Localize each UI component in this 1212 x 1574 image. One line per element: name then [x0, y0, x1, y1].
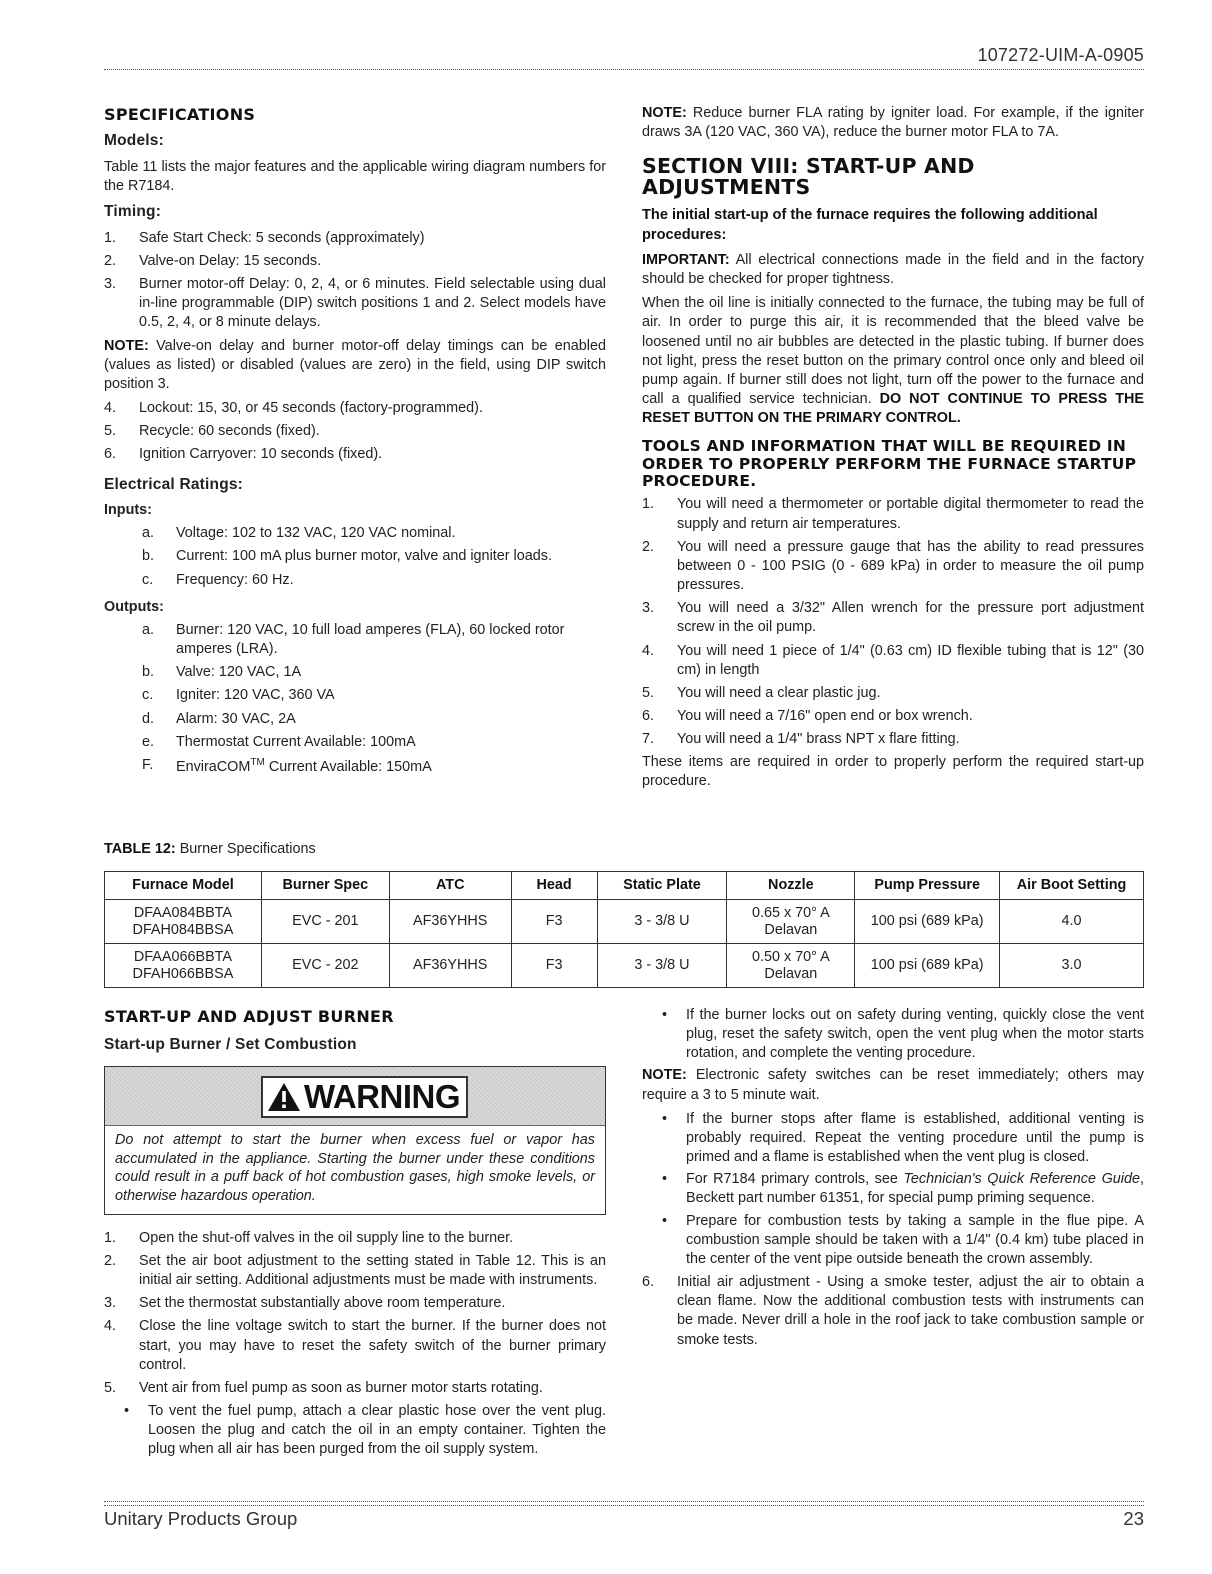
fla-note: NOTE: Reduce burner FLA rating by igniter load. For example, if the igniter draws 3A (120 VAC, 360 VA), reduce the burner motor FLA to 7A. — [642, 105, 1145, 141]
list-item: • If the burner locks out on safety during venting, quickly close the vent plug, reset the safety switch, open the vent plug when the motor starts rotation, and complete the venting procedure. — [662, 1007, 1144, 1062]
list-item: a. Voltage: 102 to 132 VAC, 120 VAC nominal. — [142, 525, 456, 542]
timing-note: NOTE: Valve-on delay and burner motor-off delay timings can be enabled (values as listed) or disabled (values are zero) in the field, using DIP switch position 3. — [104, 337, 606, 392]
footer-rule-2 — [104, 1505, 1144, 1506]
table-row — [105, 944, 1144, 988]
models-text: Table 11 lists the major features and the applicable wiring diagram numbers for the R7184. — [104, 158, 606, 195]
models-heading: Models: — [104, 132, 164, 150]
startup-column-continued — [642, 1006, 1144, 1354]
table-cell: 0.50 x 70° A Delavan — [727, 944, 855, 988]
footer-company: Unitary Products Group — [104, 1508, 298, 1529]
list-item: c. Igniter: 120 VAC, 360 VA — [142, 687, 335, 704]
tools-heading: TOOLS AND INFORMATION THAT WILL BE REQUIRED IN ORDER TO PROPERLY PERFORM THE FURNACE STARTUP PROCEDURE. — [642, 437, 1137, 491]
column-header: ATC — [389, 872, 511, 900]
inputs-list — [104, 524, 606, 589]
table-cell: DFAA084BBTA DFAH084BBSA — [105, 900, 262, 944]
list-item: 5. You will need a clear plastic jug. — [642, 684, 881, 701]
column-header: Air Boot Setting — [1000, 872, 1144, 900]
important-note: IMPORTANT: All electrical connections made in the field and in the factory should be checked for proper tightness. — [642, 251, 1144, 288]
list-item: • To vent the fuel pump, attach a clear plastic hose over the vent plug. Loosen the plug and catch the oil in an empty container. Tighten the plug when all air has been purged from the oil supply system. — [124, 1403, 606, 1458]
combustion-bullets — [642, 1110, 1144, 1269]
list-item: 5. Vent air from fuel pump as soon as burner motor starts rotating. — [104, 1379, 543, 1396]
table-cell: 4.0 — [1000, 900, 1144, 944]
column-header: Head — [511, 872, 597, 900]
list-item: b. Valve: 120 VAC, 1A — [142, 664, 302, 681]
column-header: Pump Pressure — [855, 872, 1000, 900]
list-item: 3. Burner motor-off Delay: 0, 2, 4, or 6 minutes. Field selectable using dual in-line programmable (DIP) switch positions 1 and 2. Select models have 0.5, 2, 4, or 8 minute delays. — [104, 276, 606, 331]
list-item: e. Thermostat Current Available: 100mA — [142, 733, 416, 750]
warning-triangle-icon — [267, 1082, 301, 1112]
list-item: 2. Set the air boot adjustment to the setting stated in Table 12. This is an initial air setting. Additional adjustments must be made with instruments. — [104, 1252, 606, 1289]
list-item: 4. Close the line voltage switch to start the burner. If the burner does not start, you may have to reset the safety switch of the burner primary control. — [104, 1318, 606, 1373]
startup-step-6 — [642, 1273, 1144, 1350]
list-item: 4. You will need 1 piece of 1/4" (0.63 cm) ID flexible tubing that is 12" (30 cm) in length — [642, 642, 1144, 678]
table-cell: 100 psi (689 kPa) — [855, 944, 1000, 988]
outputs-list — [104, 621, 606, 777]
table-cell: EVC - 201 — [261, 900, 389, 944]
outputs-heading: Outputs: — [104, 598, 164, 615]
list-item: F. EnviraCOM™ Current Available: 150mA — [142, 756, 432, 775]
startup-column — [104, 1006, 606, 1462]
warning-label: WARNING — [261, 1076, 468, 1118]
list-item: 1. Open the shut-off valves in the oil supply line to the burner. — [104, 1229, 514, 1246]
startup-intro: The initial start-up of the furnace requires the following additional procedures: — [642, 207, 1098, 243]
warning-header — [105, 1067, 605, 1126]
warning-box — [104, 1066, 606, 1215]
startup-subheading: Start-up Burner / Set Combustion — [104, 1036, 357, 1054]
inputs-heading: Inputs: — [104, 502, 152, 519]
burner-spec-table — [104, 871, 1144, 988]
oil-line-paragraph: When the oil line is initially connected to the furnace, the tubing may be full of air. In order to purge this air, it is recommended that the bleed valve be loosened until no air bubbles are detected in the plastic tubing. If burner does not light, press the reset button on the primary control once only and bleed oil pump again. If burner still does not light, turn off the power to the furnace and call a qualified service technician. DO NOT CONTINUE TO PRESS THE RESET BUTTON ON THE PRIMARY CONTROL. — [642, 295, 1144, 427]
vent-bullets — [104, 1402, 606, 1459]
timing-heading: Timing: — [104, 203, 162, 221]
list-item: 3. Set the thermostat substantially above room temperature. — [104, 1295, 506, 1312]
tools-footer: These items are required in order to properly perform the required start-up procedure. — [642, 754, 1144, 790]
column-header: Nozzle — [727, 872, 855, 900]
header-rule — [104, 69, 1144, 70]
list-item: • For R7184 primary controls, see Technician's Quick Reference Guide, Beckett part number 61351, for special pump priming sequence. — [662, 1171, 1144, 1207]
timing-list-a — [104, 229, 606, 333]
list-item: 1. You will need a thermometer or portable digital thermometer to read the supply and return air temperatures. — [642, 496, 1144, 532]
list-item: d. Alarm: 30 VAC, 2A — [142, 710, 296, 727]
table-title: TABLE 12: Burner Specifications — [104, 841, 316, 857]
list-item: 4. Lockout: 15, 30, or 45 seconds (factory-programmed). — [104, 400, 483, 417]
list-item: 7. You will need a 1/4" brass NPT x flare fitting. — [642, 731, 960, 748]
table-cell: EVC - 202 — [261, 944, 389, 988]
table-cell: 3 - 3/8 U — [597, 944, 727, 988]
list-item: 2. You will need a pressure gauge that has the ability to read pressures between 0 - 100 PSIG (0 - 689 kPa) in order to measure the oil pump pressures. — [642, 538, 1144, 594]
table-cell: AF36YHHS — [389, 944, 511, 988]
startup-heading: START-UP AND ADJUST BURNER — [104, 1007, 394, 1026]
table-cell: DFAA066BBTA DFAH066BBSA — [105, 944, 262, 988]
table-cell: F3 — [511, 900, 597, 944]
page-number: 23 — [1123, 1508, 1144, 1529]
list-item: 6. You will need a 7/16" open end or box wrench. — [642, 707, 973, 724]
table-cell: 0.65 x 70° A Delavan — [727, 900, 855, 944]
electrical-heading: Electrical Ratings: — [104, 475, 244, 493]
table-cell: 100 psi (689 kPa) — [855, 900, 1000, 944]
table-row — [105, 900, 1144, 944]
list-item: 6. Initial air adjustment - Using a smoke tester, adjust the air to obtain a clean flame. Now the additional combustion tests with instruments can be made. Never drill a hole in the roof jack to take combustion sample or smoke tests. — [642, 1274, 1144, 1348]
column-header: Static Plate — [597, 872, 727, 900]
column-header: Burner Spec — [261, 872, 389, 900]
list-item: b. Current: 100 mA plus burner motor, valve and igniter loads. — [142, 548, 552, 565]
list-item: a. Burner: 120 VAC, 10 full load amperes (FLA), 60 locked rotor amperes (LRA). — [142, 621, 565, 658]
list-item: 6. Ignition Carryover: 10 seconds (fixed). — [104, 446, 383, 463]
reset-note: NOTE: Electronic safety switches can be reset immediately; others may require a 3 to 5 minute wait. — [642, 1067, 1145, 1103]
list-item: 1. Safe Start Check: 5 seconds (approximately) — [104, 229, 425, 246]
list-item: 3. You will need a 3/32" Allen wrench for the pressure port adjustment screw in the oil pump. — [642, 600, 1144, 636]
section-heading: SECTION VIII: START-UP AND ADJUSTMENTS — [642, 154, 975, 200]
lockout-bullets — [642, 1006, 1144, 1063]
footer-rule — [104, 1501, 1144, 1502]
specifications-column — [104, 104, 606, 781]
startup-intro-column — [642, 104, 1144, 797]
list-item: c. Frequency: 60 Hz. — [142, 571, 294, 588]
list-item: • If the burner stops after flame is established, additional venting is probably required. Repeat the venting procedure until the pump is primed and a flame is established when the vent plug is closed. — [662, 1110, 1144, 1166]
timing-list-b — [104, 399, 606, 464]
table-cell: 3.0 — [1000, 944, 1144, 988]
table-cell: 3 - 3/8 U — [597, 900, 727, 944]
warning-text: Do not attempt to start the burner when excess fuel or vapor has accumulated in the appliance. Starting the burner under these conditions could result in a puff back of hot combustion gases, high smoke levels, or otherwise hazardous operation. — [115, 1131, 595, 1205]
startup-steps — [104, 1229, 606, 1398]
table-header-row — [105, 872, 1144, 900]
column-header: Furnace Model — [105, 872, 262, 900]
tools-list — [642, 495, 1144, 749]
table-cell: AF36YHHS — [389, 900, 511, 944]
list-item: 2. Valve-on Delay: 15 seconds. — [104, 252, 322, 269]
document-id: 107272-UIM-A-0905 — [977, 45, 1144, 65]
table-cell: F3 — [511, 944, 597, 988]
list-item: 5. Recycle: 60 seconds (fixed). — [104, 423, 320, 440]
list-item: • Prepare for combustion tests by taking a sample in the flue pipe. A combustion sample should be taken with a 1/4" (0.4 km) tube placed in the center of the vent pipe outside beneath the crown assembly. — [662, 1212, 1144, 1267]
specifications-heading: SPECIFICATIONS — [104, 105, 256, 124]
